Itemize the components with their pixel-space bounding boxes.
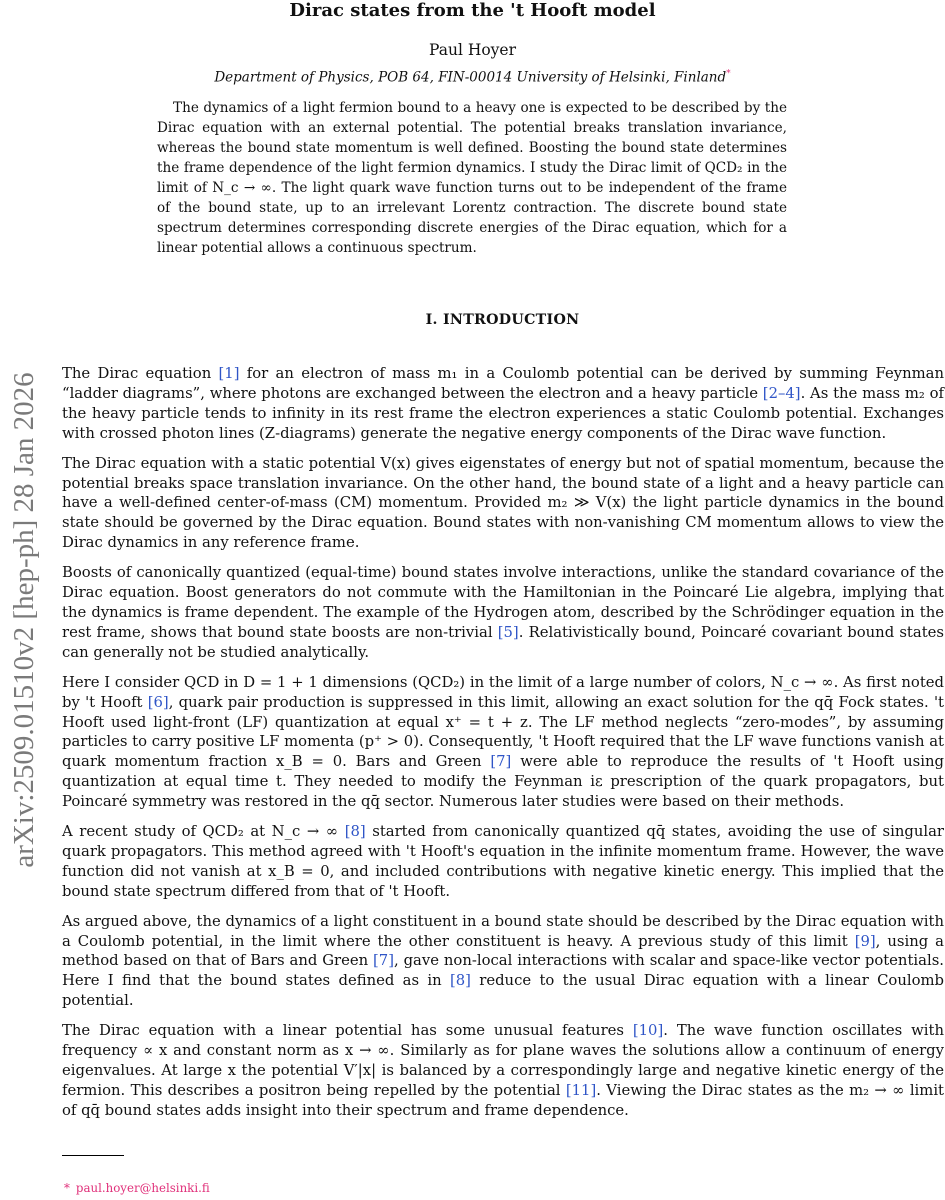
footnote-marker[interactable]: * [726,69,731,79]
paragraph-2: The Dirac equation with a static potential V(x) gives eigenstates of energy but not of spatial momentum, because the potential breaks space translation invariance. On the other hand, the bound state of a light and a heavy particle can have a well-defined center-of-mass (CM) momentum. Provided m₂ ≫ V(x) the light particle dynamics in the bound state should be governed by the Dirac equation. Bound states with non-vanishing CM momentum allows to view the Dirac dynamics in any reference frame. [62,454,944,552]
body-text [62,364,944,1131]
citation-link[interactable]: [10] [632,1022,664,1040]
citation-link[interactable]: [9] [854,932,876,950]
citation-link[interactable]: [8] [344,823,366,841]
author-name: Paul Hoyer [428,41,517,59]
footnote-star: * [64,1181,70,1195]
paragraph-1: The Dirac equation [1] for an electron of mass m₁ in a Coulomb potential can be derived by summing Feynman “ladder diagrams”, where photons are exchanged between the electron and a heavy particle [2–4]. As the mass m₂ of the heavy particle tends to infinity in its rest frame the electron experiences a static Coulomb potential. Exchanges with crossed photon lines (Z-diagrams) generate the negative energy components of the Dirac wave function. [62,365,944,442]
email-link[interactable]: paul.hoyer@helsinki.fi [75,1181,210,1195]
citation-link[interactable]: [2–4] [762,384,801,402]
citation-link[interactable]: [1] [218,365,240,382]
paragraph-7: The Dirac equation with a linear potential has some unusual features [10]. The wave function oscillates with frequency ∝ x and constant norm as x → ∞. Similarly as for plane waves the solutions allow a continuum of energy eigenvalues. At large x the potential V′|x| is balanced by a correspondingly large and negative kinetic energy of the fermion. This describes a positron being repelled by the potential [11]. Viewing the Dirac states as the m₂ → ∞ limit of qq̄ bound states adds insight into their spectrum and frame dependence. [62,1022,944,1119]
citation-link[interactable]: [11] [565,1081,597,1099]
abstract: The dynamics of a light fermion bound to a heavy one is expected to be described by the Dirac equation with an external potential. The potential breaks translation invariance, whereas the bound state momentum is well defined. Boosting the bound state determines the frame dependence of the light fermion dynamics. I study the Dirac limit of QCD₂ in the limit of N_c → ∞. The light quark wave function turns out to be independent of the frame of the bound state, up to an irrelevant Lorentz contraction. The discrete bound state spectrum determines corresponding discrete energies of the Dirac equation, which for a linear potential allows a continuous spectrum. [157,100,787,256]
citation-link[interactable]: [7] [373,952,394,970]
affiliation-text: Department of Physics, POB 64, FIN-00014 University of Helsinki, Finland [214,69,727,86]
citation-link[interactable]: [8] [449,972,471,990]
arxiv-identifier: arXiv:2509.01510v2 [hep-ph] 28 Jan 2026 [8,372,40,868]
section-heading: I. INTRODUCTION [425,312,580,328]
paragraph-3: Boosts of canonically quantized (equal-time) bound states involve interactions, unlike the standard covariance of the Dirac equation. Boost generators do not commute with the Hamiltonian in the Poincaré Lie algebra, implying that the dynamics is frame dependent. The example of the Hydrogen atom, described by the Schrödinger equation in the rest frame, shows that bound state boosts are non-trivial [5]. Relativistically bound, Poincaré covariant bound states can generally not be studied analytically. [62,564,944,661]
paragraph-5: A recent study of QCD₂ at N_c → ∞ [8] started from canonically quantized qq̄ states, avoiding the use of singular quark propagators. This method agreed with 't Hooft's equation in the infinite momentum frame. However, the wave function did not vanish at x_B = 0, and included contributions with negative kinetic energy. This implied that the bound state spectrum differed from that of 't Hooft. [62,823,944,900]
citation-link[interactable]: [5] [497,623,519,641]
paragraph-4: Here I consider QCD in D = 1 + 1 dimensions (QCD₂) in the limit of a large number of colors, N_c → ∞. As first noted by 't Hooft [6], quark pair production is suppressed in this limit, allowing an exact solution for the qq̄ Fock states. 't Hooft used light-front (LF) quantization at equal x⁺ = t + z. The LF method neglects “zero-modes”, by assuming particles to carry positive LF momenta (p⁺ > 0). Consequently, 't Hooft required that the LF wave functions vanish at quark momentum fraction x_B = 0. Bars and Green [7] were able to reproduce the results of 't Hooft using quantization at equal time t. They needed to modify the Feynman iε prescription of the quark propagators, but Poincaré symmetry was restored in the qq̄ sector. Numerous later studies were based on their methods. [62,673,944,811]
paragraph-6: As argued above, the dynamics of a light constituent in a bound state should be described by the Dirac equation with a Coulomb potential, in the limit where the other constituent is heavy. A previous study of this limit [9], using a method based on that of Bars and Green [7], gave non-local interactions with scalar and space-like vector potentials. Here I find that the bound states defined as in [8] reduce to the usual Dirac equation with a linear Coulomb potential. [62,912,945,1010]
footnote [64,1181,210,1195]
affiliation [0,64,945,88]
citation-link[interactable]: [7] [490,753,512,771]
footnote-divider [62,1155,124,1156]
citation-link[interactable]: [6] [147,693,169,711]
paper-title: Dirac states from the 't Hooft model [289,0,656,21]
